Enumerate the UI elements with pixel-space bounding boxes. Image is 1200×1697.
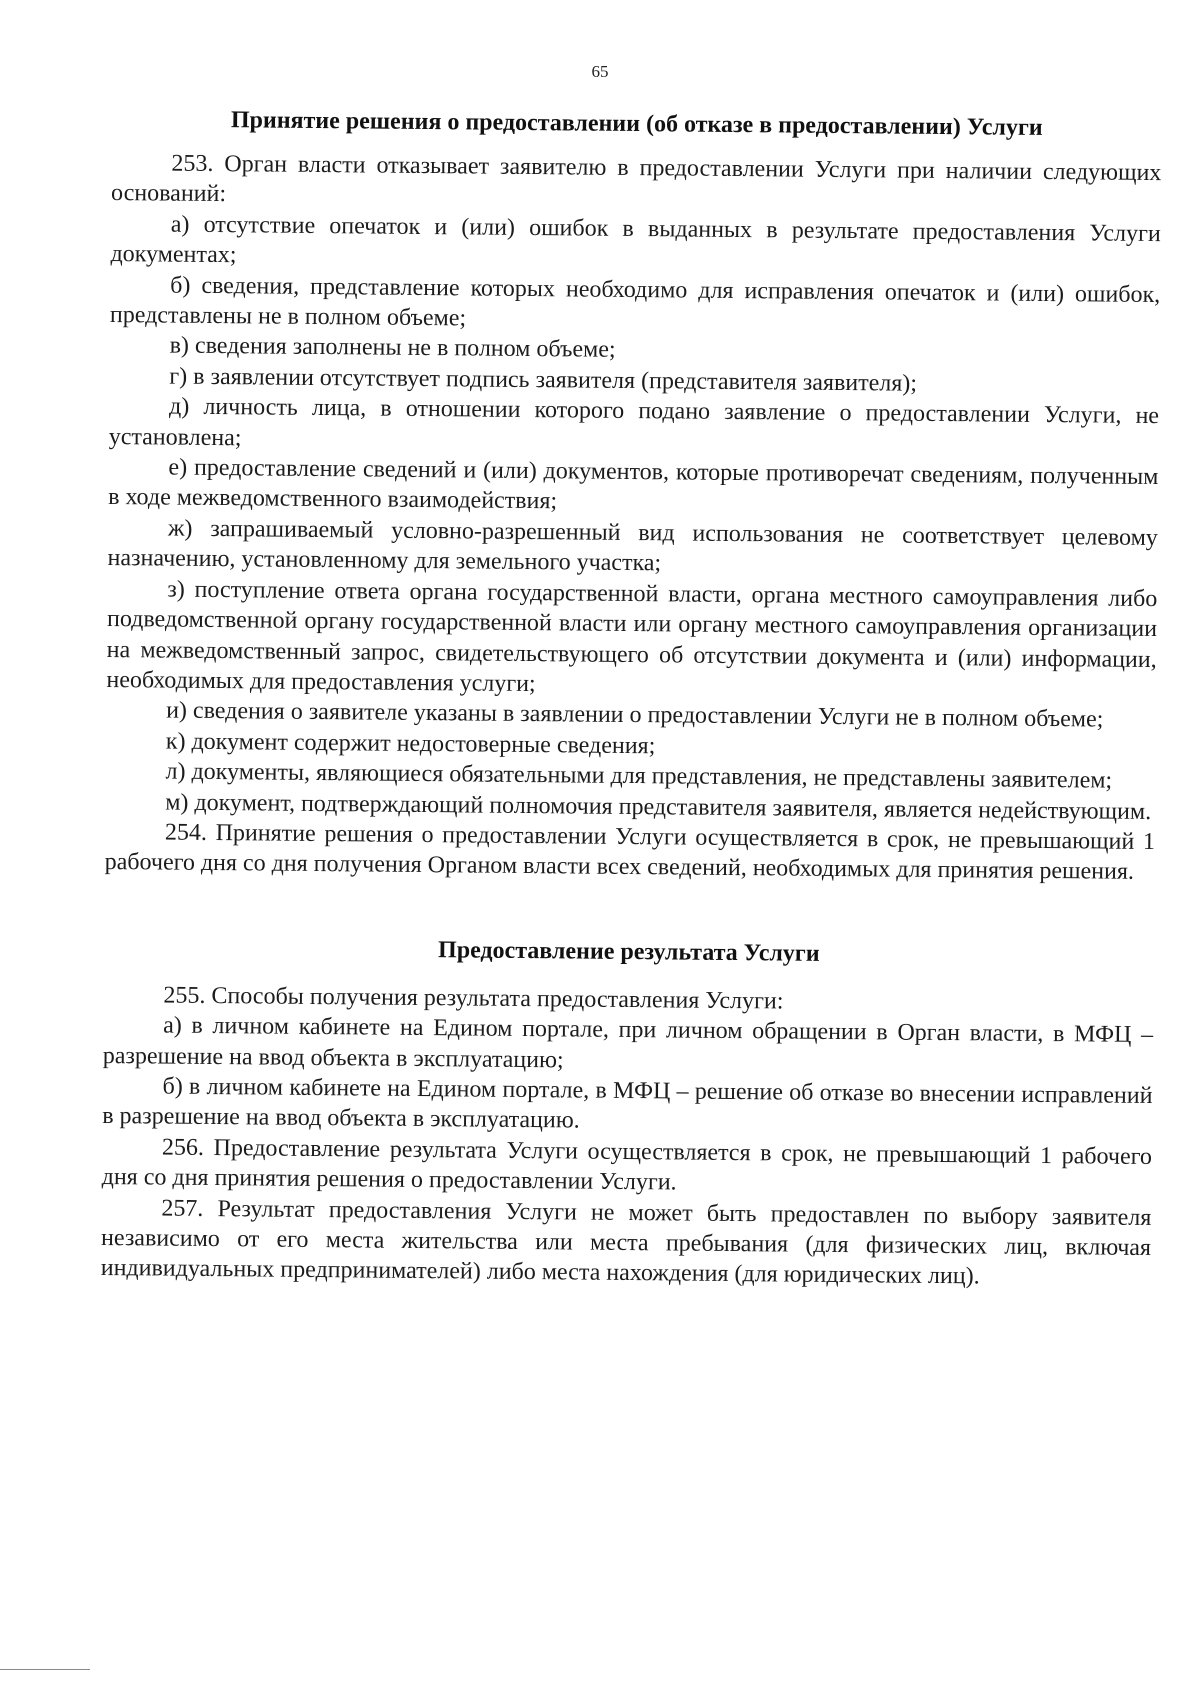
list-item-z: з) поступление ответа органа государственной власти, органа местного самоуправления либо подведомственной органу государственной власти или органу местного самоуправления организации на межведомственный запрос, свидетельствующего об отсутствии документа и (или) информации, необходимых для предоставления услуги; (106, 576, 1158, 697)
footer-divider (0, 1669, 90, 1670)
paragraph-257: 257. Результат предоставления Услуги не может быть предоставлен по выбору заявителя независимо от его места жительства или места пребывания (для физических лиц, включая индивидуальных предпринимателей) либо места нахождения (для юридических лиц). (100, 1195, 1152, 1290)
list-item-zh: ж) запрашиваемый условно-разрешенный вид использования не соответствует целевому назначению, установленному для земельного участка; (107, 515, 1158, 577)
paragraph-254: 254. Принятие решения о предоставлении Услуги осуществляется в срок, не превышающий 1 рабочего дня со дня получения Органом власти всех сведений, необходимых для принятия решения. (104, 819, 1156, 886)
list-item-result-a: а) в личном кабинете на Едином портале, при личном обращении в Орган власти, в МФЦ – разрешение на ввод объекта в эксплуатацию; (102, 1012, 1154, 1073)
list-item-i: и) сведения о заявителе указаны в заявлении о предоставлении Услуги не в полном объеме; (166, 697, 1104, 733)
section-heading-result: Предоставление результата Услуги (438, 936, 820, 967)
list-item-g: г) в заявлении отсутствует подпись заявителя (представителя заявителя); (169, 363, 918, 397)
list-item-k: к) документ содержит недостоверные сведения; (165, 728, 656, 759)
list-item-l: л) документы, являющиеся обязательными для представления, не представлены заявителем; (165, 758, 1113, 794)
list-item-a: а) отсутствие опечаток и (или) ошибок в выданных в результате предоставления Услуги документах; (110, 211, 1161, 269)
paragraph-255: 255. Способы получения результата предоставления Услуги: (163, 982, 784, 1015)
section-heading-decision: Принятие решения о предоставлении (об отказе в предоставлении) Услуги (230, 107, 1043, 141)
list-item-m: м) документ, подтверждающий полномочия представителя заявителя, является недействующим. (165, 789, 1152, 825)
paragraph-253: 253. Орган власти отказывает заявителю в предоставлении Услуги при наличии следующих оснований: (110, 150, 1162, 208)
paragraph-256: 256. Предоставление результата Услуги осуществляется в срок, не превышающий 1 рабочего дня со дня принятия решения о предоставлении Услуги. (101, 1134, 1153, 1196)
list-item-v: в) сведения заполнены не в полном объеме; (169, 333, 616, 364)
page-number: 65 (591, 62, 609, 81)
list-item-result-b: б) в личном кабинете на Едином портале, в МФЦ – решение об отказе во внесении исправлений в разрешение на ввод объекта в эксплуатацию. (102, 1073, 1153, 1134)
list-item-e: е) предоставление сведений и (или) документов, которые противоречат сведениям, полученным в ходе межведомственного взаимодействия; (108, 454, 1159, 515)
list-item-d: д) личность лица, в отношении которого подано заявление о предоставлении Услуги, не установлена; (108, 393, 1160, 451)
list-item-b: б) сведения, представление которых необходимо для исправления опечаток и (или) ошибок, представлены не в полном объеме; (109, 272, 1161, 332)
document-body (101, 102, 1162, 1294)
